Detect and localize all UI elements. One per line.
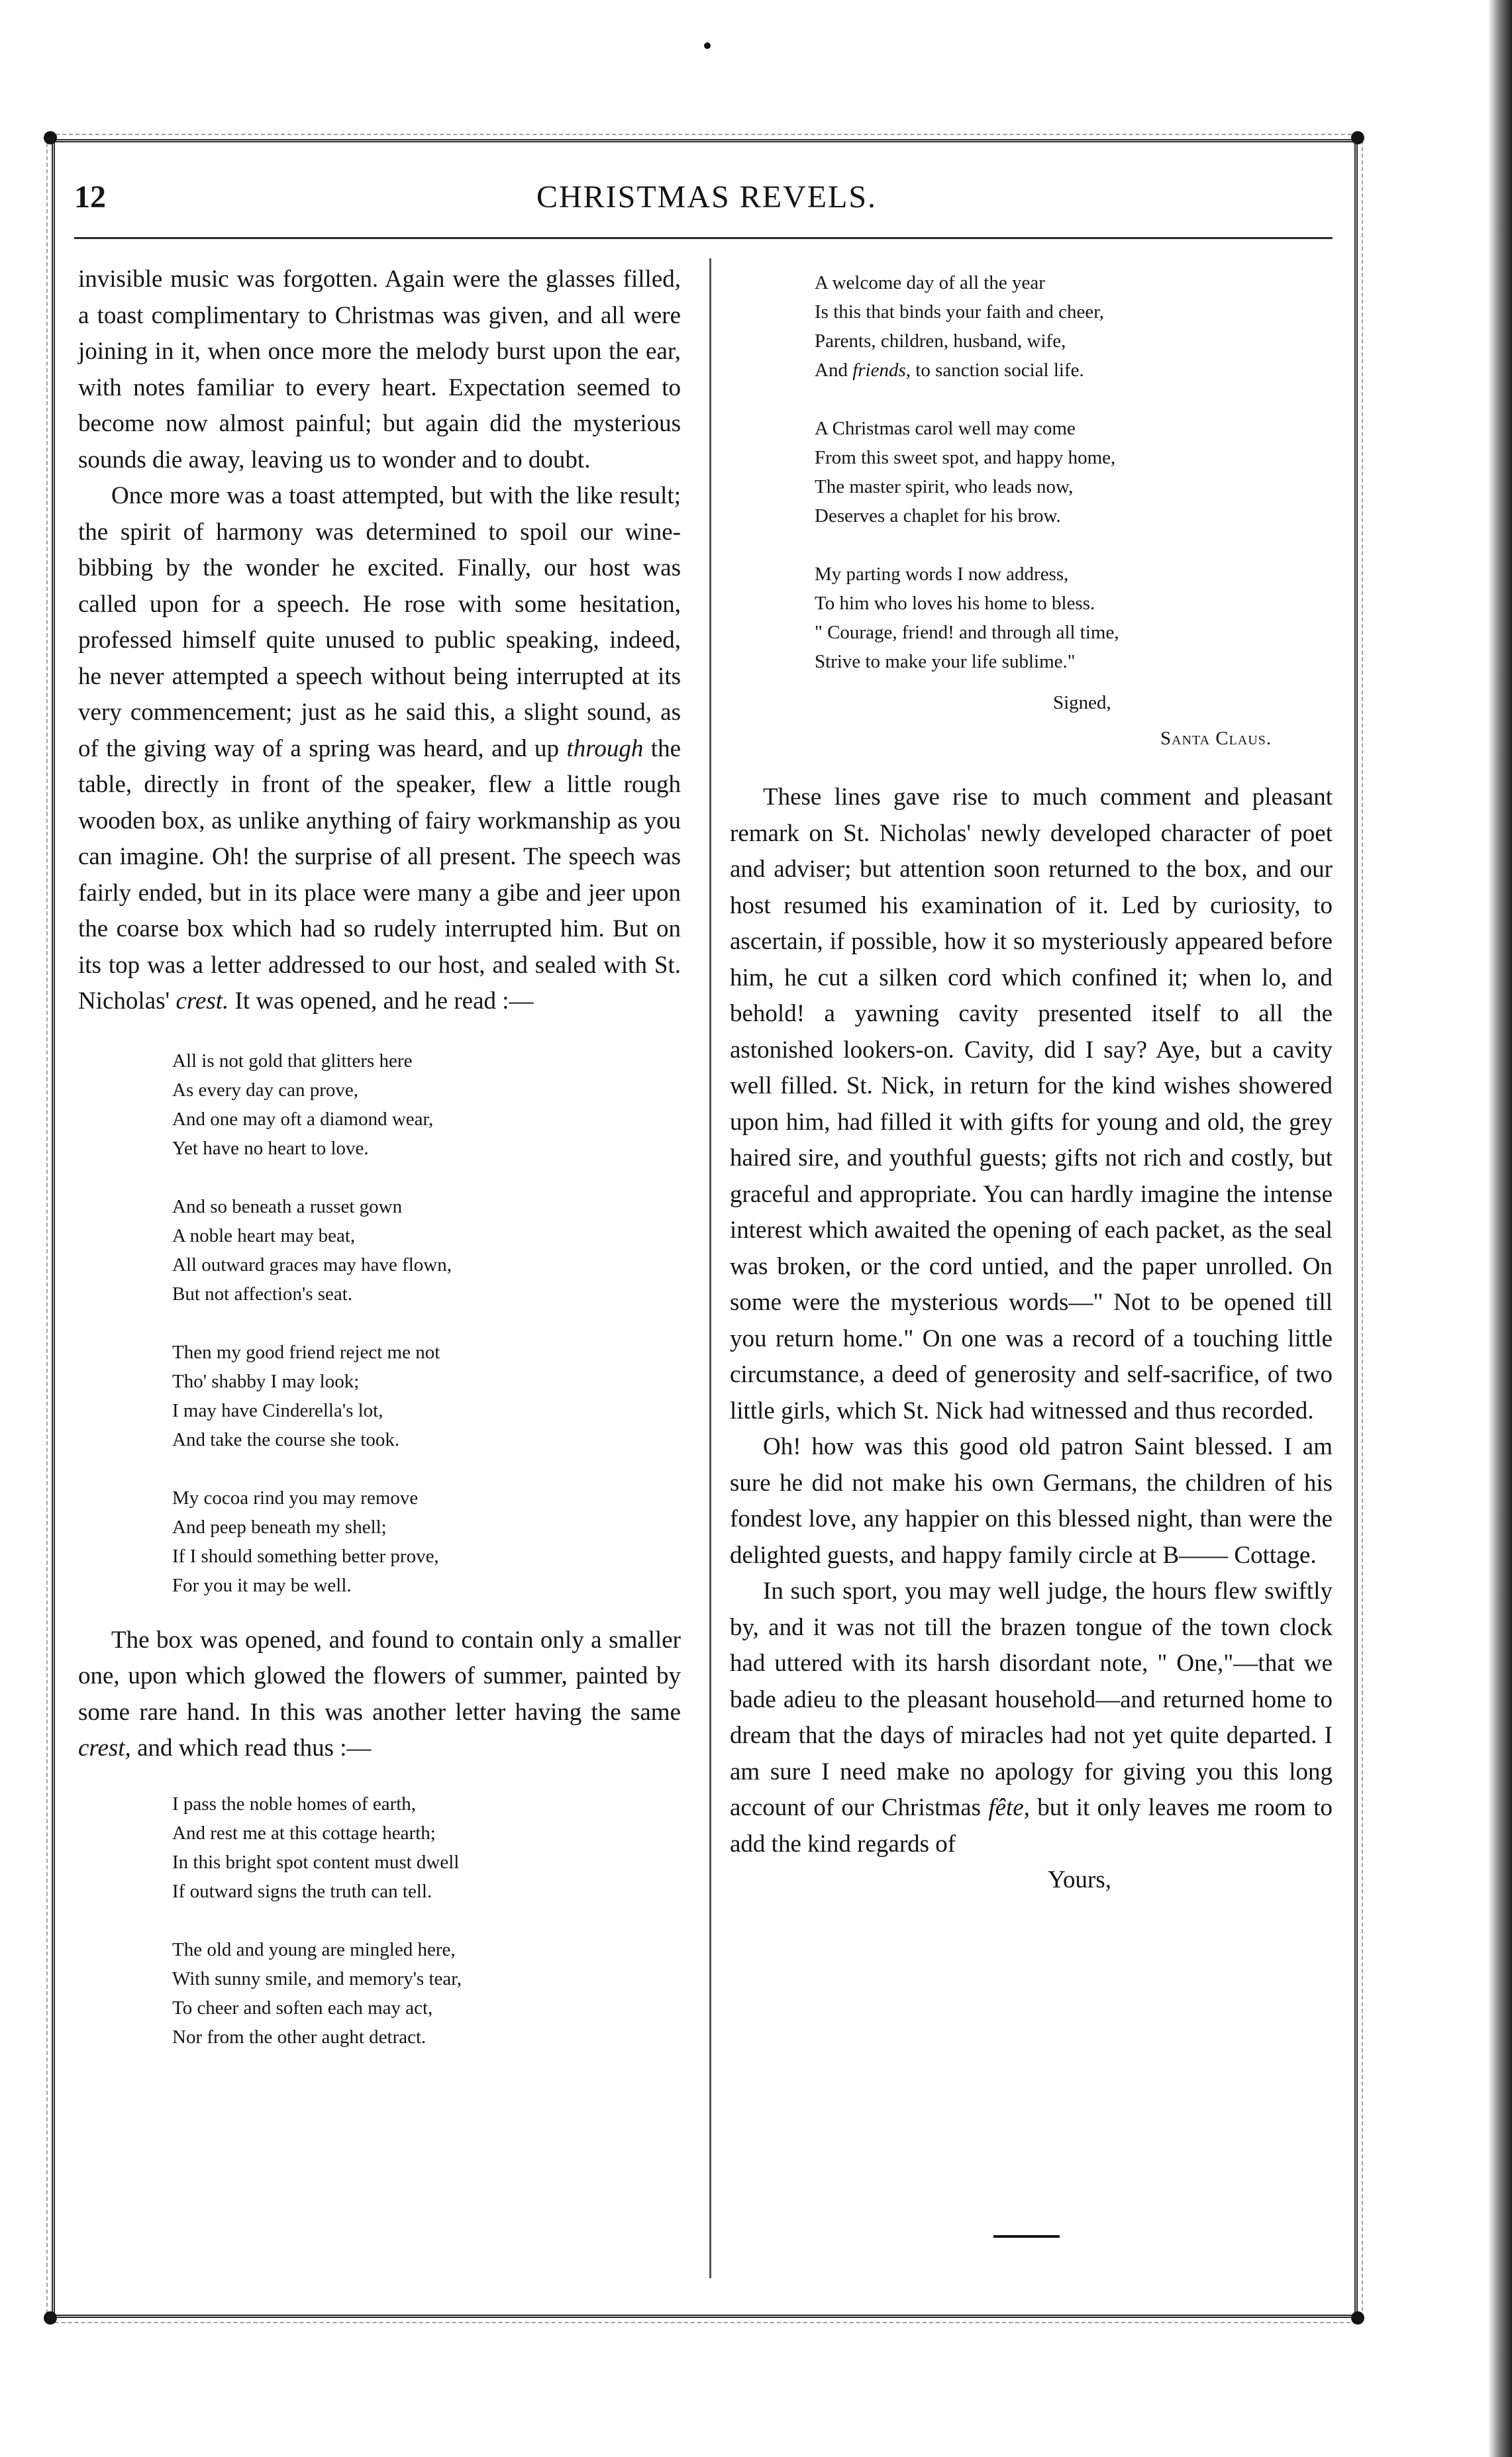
poem-line: Deserves a chaplet for his brow.: [815, 505, 1061, 526]
emphasis-fete: fête,: [988, 1794, 1030, 1821]
left-column: [78, 262, 681, 2052]
poem-line: Is this that binds your faith and cheer,: [815, 301, 1104, 323]
poem-line: If I should something better prove,: [172, 1545, 439, 1567]
poem-stanza: [815, 414, 1333, 530]
emphasis-through: through: [566, 734, 644, 762]
poem-line: A Christmas carol well may come: [815, 418, 1076, 439]
poem-line: And so beneath a russet gown: [172, 1195, 403, 1217]
poem-line: My parting words I now address,: [815, 564, 1069, 585]
paragraph-2-text-c: It was opened, and he read :—: [228, 987, 534, 1015]
poem-stanza: [172, 1046, 681, 1163]
poem-line: As every day can prove,: [172, 1079, 359, 1101]
paragraph-2-text-a: Once more was a toast attempted, but with the like result; the spirit of harmony was determined to spoil our wine-bibbing by the wonder he excited. Finally, our host was called upon for a speech. He rose with some hesitation, professed himself quite unused to public speaking, indeed, he never attempted a speech without being interrupted at its very commencement; just as he said this, a slight sound, as of the giving way of a spring was heard, and up: [78, 482, 681, 762]
poem-line: And one may oft a diamond wear,: [172, 1108, 434, 1130]
emphasis-friends: friends,: [852, 360, 911, 381]
poem-santa-continued: [815, 268, 1333, 676]
paragraph-2: [78, 478, 681, 1020]
running-title: CHRISTMAS REVELS.: [536, 179, 878, 215]
corner-ornament-bottom-right: [1351, 2311, 1364, 2325]
poem-line-text: to sanction social life.: [911, 360, 1084, 381]
corner-ornament-bottom-left: [44, 2311, 57, 2325]
poem-stanza: [172, 1192, 681, 1309]
poem-stanza: [815, 268, 1333, 385]
poem-line: In this bright spot content must dwell: [172, 1851, 460, 1873]
poem-stanza: [172, 1483, 681, 1600]
emphasis-crest: crest.: [176, 987, 229, 1015]
poem-stanza: [172, 1789, 681, 1906]
paragraph-3: [78, 1623, 681, 1767]
poem-line: To him who loves his home to bless.: [815, 593, 1095, 614]
paragraph-3-text-b: and which read thus :—: [130, 1734, 372, 1762]
poem-line: " Courage, friend! and through all time,: [815, 622, 1119, 643]
poem-line: Tho' shabby I may look;: [172, 1370, 360, 1392]
signature-santa-claus: Santa Claus.: [1160, 728, 1272, 749]
poem-russet-gown: [172, 1046, 681, 1600]
book-spine-shadow: [1472, 0, 1512, 2457]
poem-line: To cheer and soften each may act,: [172, 1997, 433, 2019]
poem-line: Nor from the other aught detract.: [172, 2026, 427, 2048]
poem-line: Parents, children, husband, wife,: [815, 330, 1066, 352]
poem-line: From this sweet spot, and happy home,: [815, 447, 1116, 468]
paragraph-6: [730, 1574, 1333, 1862]
ink-speck: [704, 42, 711, 49]
poem-line: [815, 356, 1333, 385]
column-divider: [709, 258, 711, 2278]
poem-line-text: And: [815, 360, 853, 381]
poem-line: All is not gold that glitters here: [172, 1050, 413, 1072]
paragraph-6-text-a: In such sport, you may well judge, the hours flew swiftly by, and it was not till the brazen tongue of the town clock had uttered with its harsh disordant note, " One,"—that we bade adieu to the pleasant household—and returned home to dream that the days of miracles had not yet quite departed. I am sure I need make no apology for giving you this long account of our Christmas: [730, 1578, 1333, 1821]
closing-yours: Yours,: [1048, 1866, 1111, 1893]
poem-stanza: [172, 1338, 681, 1454]
poem-line: For you it may be well.: [172, 1574, 352, 1596]
paragraph-3-text-a: The box was opened, and found to contain only a smaller one, upon which glowed the flowers of summer, painted by some rare hand. In this was another letter having the same: [78, 1626, 681, 1726]
poem-line: All outward graces may have flown,: [172, 1254, 452, 1276]
poem-cottage-hearth: [172, 1789, 681, 2052]
paragraph-1: invisible music was forgotten. Again were the glasses filled, a toast complimentary to Christmas was given, and all were joining in it, when once more the melody burst upon the ear, with notes familiar to every heart. Expectation seemed to become now almost painful; but again did the mysterious sounds die away, leaving us to wonder and to doubt.: [78, 266, 681, 474]
poem-line: A noble heart may beat,: [172, 1225, 356, 1246]
poem-line: And rest me at this cottage hearth;: [172, 1822, 436, 1844]
poem-line: But not affection's seat.: [172, 1283, 353, 1305]
poem-line: And peep beneath my shell;: [172, 1516, 387, 1538]
poem-line: My cocoa rind you may remove: [172, 1487, 419, 1509]
paragraph-4: These lines gave rise to much comment and pleasant remark on St. Nicholas' newly developed character of poet and adviser; but attention soon returned to the box, and our host resumed his examination of it. Led by curiosity, to ascertain, if possible, how it so mysteriously appeared before him, he cut a silken cord which confined it; when lo, and behold! a yawning cavity presented itself to all the astonished lookers-on. Cavity, did I say? Aye, but a cavity well filled. St. Nick, in return for the kind wishes showered upon him, had filled it with gifts for young and old, the grey haired sire, and youthful guests; gifts not rich and costly, but graceful and appropriate. You can hardly imagine the intense interest which awaited the opening of each packet, as the seal was broken, or the cord untied, and the paper unrolled. On some were the mysterious words—" Not to be opened till you return home." On one was a record of a touching little circumstance, a deed of generosity and self-sacrifice, of two little girls, which St. Nick had witnessed and thus recorded.: [730, 783, 1333, 1425]
poem-line: And take the course she took.: [172, 1429, 400, 1450]
poem-stanza: [815, 560, 1333, 676]
poem-line: The master spirit, who leads now,: [815, 476, 1074, 497]
signed-label: Signed,: [1053, 692, 1111, 713]
header-rule: [74, 237, 1333, 239]
closing-rule: [993, 2235, 1060, 2238]
corner-ornament-top-left: [44, 131, 57, 144]
paragraph-5: Oh! how was this good old patron Saint blessed. I am sure he did not make his own Germans, the children of his fondest love, any happier on this blessed night, than were the delighted guests, and happy family circle at B—— Cottage.: [730, 1433, 1333, 1569]
poem-line: A welcome day of all the year: [815, 272, 1045, 293]
paragraph-6-text-b: but it only leaves me room to add the kind regards of: [730, 1794, 1333, 1858]
poem-line: Yet have no heart to love.: [172, 1137, 369, 1159]
poem-line: The old and young are mingled here,: [172, 1938, 456, 1960]
page-number: 12: [74, 179, 106, 215]
poem-line: Then my good friend reject me not: [172, 1341, 440, 1363]
corner-ornament-top-right: [1351, 131, 1364, 144]
poem-line: I pass the noble homes of earth,: [172, 1793, 417, 1815]
right-column: [730, 262, 1333, 1899]
poem-stanza: [172, 1935, 681, 2052]
poem-line: If outward signs the truth can tell.: [172, 1880, 432, 1902]
emphasis-crest: crest,: [78, 1734, 131, 1762]
page-header: [74, 179, 1339, 219]
poem-line: I may have Cinderella's lot,: [172, 1399, 383, 1421]
poem-line: Strive to make your life sublime.": [815, 651, 1076, 672]
paragraph-2-text-b: the table, directly in front of the speaker, flew a little rough wooden box, as unlike anything of fairy workmanship as you can imagine. Oh! the surprise of all present. The speech was fairly ended, but in its place were many a gibe and jeer upon the coarse box which had so rudely interrupted him. But on its top was a letter addressed to our host, and sealed with St. Nicholas': [78, 734, 681, 1015]
poem-line: With sunny smile, and memory's tear,: [172, 1968, 462, 1989]
